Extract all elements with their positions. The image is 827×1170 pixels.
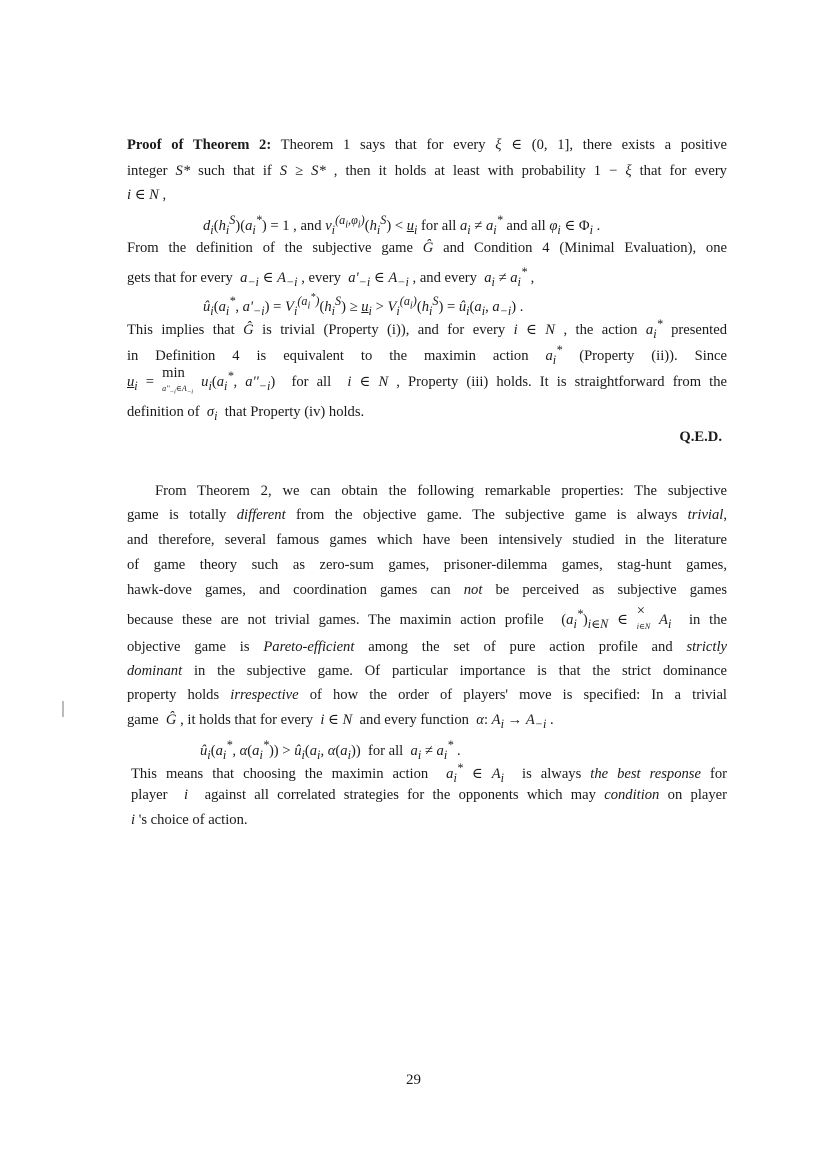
- discussion-line-12: This means that choosing the maximin action $a_i^*$ ∈ $A_i$ is always the best response for: [131, 761, 727, 785]
- discussion-line-8: dominant in the subjective game. Of particular importance is that the strict dominance: [127, 663, 727, 679]
- discussion-line-5: hawk-dove games, and coordination games can not be perceived as subjective games: [127, 582, 728, 598]
- proof-line-1: Proof of Theorem 2: Theorem 1 says that for every ξ ∈ (0, 1], there exists a positive: [127, 137, 727, 153]
- proof-line-11: definition of $\sigma_i$ that Property (iv) holds.: [127, 404, 365, 423]
- proof-line-5: From the definition of the subjective game Ĝ and Condition 4 (Minimal Evaluation), one: [127, 240, 727, 256]
- proof-line-3: i ∈ N ,: [127, 187, 167, 203]
- proof-line-10: $u_i = \min$ $a''_{-i}\in A_{-i}$ $u_i(a_i^*$, $a''_{-i}$) for all i ∈ N , Property (iii) holds. It is straightforward from the: [127, 365, 727, 396]
- discussion-line-3: and therefore, several famous games which have been intensively studied in the literature: [127, 532, 727, 548]
- discussion-line-1: From Theorem 2, we can obtain the following remarkable properties: The subjective: [155, 483, 727, 499]
- discussion-line-13: player i against all correlated strategies for the opponents which may condition on player: [131, 787, 727, 803]
- proof-equation-2: $û_i(a_i^*$, $a'_{-i}) = V_i^{(a_i^*)}(h_i^S) \ge u_i > V_i^{(a_i)}(h_i^S)$ = $û_i(a_i$, $a_{-i}$) .: [203, 292, 524, 318]
- proof-line-8: This implies that Ĝ is trivial (Property (i)), and for every i ∈ N , the action $a_i^*$ presented: [127, 317, 728, 341]
- discussion-line-2: game is totally different from the objective game. The subjective game is always trivial,: [127, 507, 727, 523]
- qed-mark: Q.E.D.: [679, 429, 722, 445]
- proof-line-6: gets that for every $a_{-i}$ ∈ $A_{-i}$ , every $a'_{-i}$ ∈ $A_{-i}$ , and every $a_i \ne a_i^*$ ,: [127, 265, 535, 289]
- margin-mark: [62, 701, 64, 717]
- discussion-line-6: because these are not trivial games. The maximin action profile $(a_i^*)_{i\in N}$ ∈ × i∈N $A_i$ in the: [127, 603, 727, 631]
- proof-line-2: integer S* such that if S ≥ S* , then it holds at least with probability 1 − ξ that for every: [127, 163, 727, 179]
- page-number: 29: [406, 1072, 421, 1088]
- discussion-line-4: of game theory such as zero-sum games, prisoner-dilemma games, stag-hunt games,: [127, 557, 727, 573]
- proof-equation-1: $d_i(h_i^S)(a_i^*) = 1$ , and $v_i^{(a_i,\varphi_i)}(h_i^S) < u_i$ for all $a_i \ne a_i^*$ and all $\varphi_i$ ∈ $\Phi_i$ .: [203, 213, 601, 237]
- discussion-line-14: i 's choice of action.: [131, 812, 248, 828]
- discussion-equation: $û_i(a_i^*$, $\alpha(a_i^*)$) > $û_i(a_i$, $\alpha(a_i)$) for all $a_i \ne a_i^*$ .: [200, 738, 461, 762]
- proof-line-9: in Definition 4 is equivalent to the maximin action $a_i^*$ (Property (ii)). Since: [127, 343, 727, 367]
- discussion-line-10: game Ĝ , it holds that for every i ∈ N and every function α: $A_i \to A_{-i}$ .: [127, 712, 554, 731]
- discussion-line-7: objective game is Pareto-efficient among the set of pure action profile and strictly: [127, 639, 727, 655]
- discussion-line-9: property holds irrespective of how the order of players' move is specified: In a trivial: [127, 687, 727, 703]
